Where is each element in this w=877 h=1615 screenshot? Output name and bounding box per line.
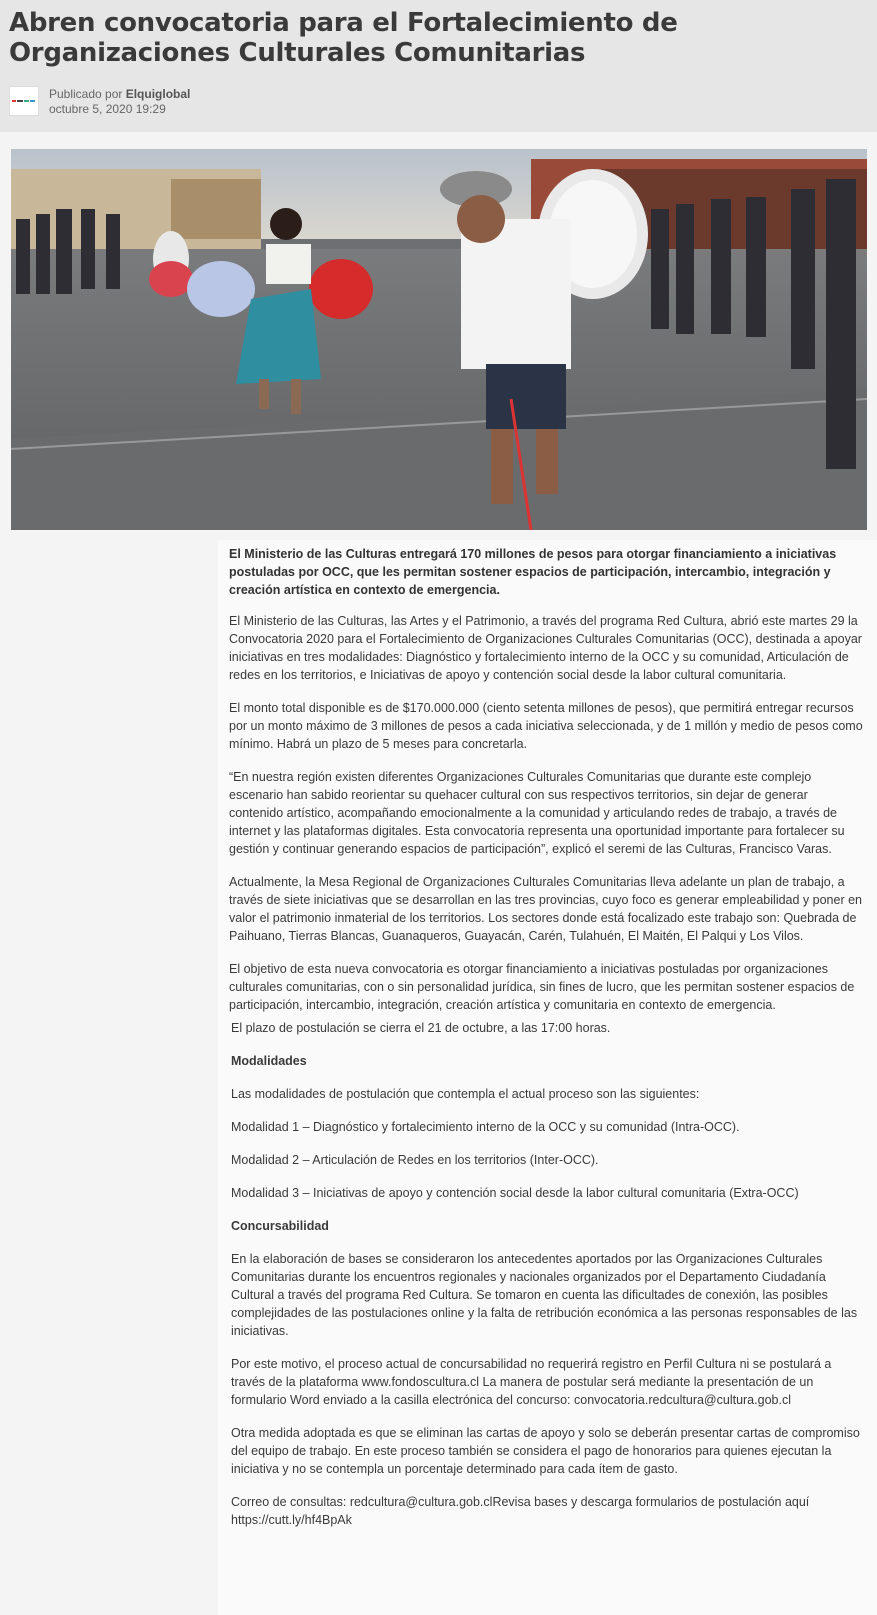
article-lead: El Ministerio de las Culturas entregará 170 millones de pesos para otorgar financiamiento a iniciativas postuladas por OCC, que les permitan sostener espacios de participación, intercambio, integración y creación artística en contexto de emergencia. (229, 547, 837, 597)
link-redcultura-email[interactable]: redcultura@cultura.gob.cl (349, 1495, 493, 1509)
paragraph: El Ministerio de las Culturas, las Artes y el Patrimonio, a través del programa Red Cultura, abrió este martes 29 la Convocatoria 2020 para el Fortalecimiento de Organizaciones Culturales Comunitarias (OCC), destinada a apoyar iniciativas en tres modalidades: Diagnóstico y fortalecimiento interno de la OCC y su comunidad, Articulación de redes en los territorios, e Iniciativas de apoyo y contención social desde la labor cultural comunitaria. (229, 614, 862, 682)
article-title: Abren convocatoria para el Fortalecimiento de Organizaciones Culturales Comunitarias (9, 8, 678, 68)
modalidad-item: Modalidad 2 – Articulación de Redes en los territorios (Inter-OCC). (231, 1153, 599, 1167)
paragraph: Actualmente, la Mesa Regional de Organizaciones Culturales Comunitarias lleva adelante un plan de trabajo, a través de siete iniciativas que se desarrollan en las tres provincias, cuyo foco es generar empleabilidad y poner en valor el patrimonio inmaterial de los territorios. Los sectores donde está focalizado este trabajo son: Quebrada de Paihuano, Tierras Blancas, Guanaqueros, Guayacán, Carén, Tulahuén, El Maitén, El Palqui y Los Vilos. (229, 875, 862, 943)
street-parade-photo (11, 149, 867, 530)
publish-date: octubre 5, 2020 19:29 (49, 102, 166, 116)
paragraph: Otra medida adoptada es que se eliminan las cartas de apoyo y solo se deberán presentar cartas de compromiso del equipo de trabajo. En este proceso también se considera el pago de honorarios para quienes ejecutan la iniciativa y no se contempla un porcentaje determinado para cada ítem de gasto. (231, 1426, 860, 1476)
modalidad-item: Modalidad 3 – Iniciativas de apoyo y contención social desde la labor cultural comunitaria (Extra-OCC) (231, 1186, 799, 1200)
paragraph: En la elaboración de bases se consideraron los antecedentes aportados por las Organizaciones Culturales Comunitarias durante los encuentros regionales y nacionales organizados por el Departamento Ciudadanía Cultural a través del programa Red Cultura. Se tomaron en cuenta las dificultades de conexión, las posibles complejidades de las postulaciones online y la falta de retribución económica a las personas responsables de las iniciativas. (231, 1252, 858, 1338)
link-fondoscultura[interactable]: www.fondoscultura.cl (361, 1375, 480, 1389)
byline (9, 86, 190, 117)
paragraph: El plazo de postulación se cierra el 21 de octubre, a las 17:00 horas. (231, 1021, 611, 1035)
paragraph: Correo de consultas: redcultura@cultura.gob.clRevisa bases y descarga formularios de postulación aquí https://cutt.ly/hf4BpAk (231, 1495, 810, 1527)
byline-prefix: Publicado por (49, 87, 126, 101)
site-logo-icon (12, 97, 36, 105)
site-logo[interactable] (9, 86, 39, 116)
article-body (229, 545, 865, 1529)
paragraph: Las modalidades de postulación que contempla el actual proceso son las siguientes: (231, 1087, 700, 1101)
hero-photo (11, 149, 867, 530)
paragraph: El monto total disponible es de $170.000.000 (ciento setenta millones de pesos), que permitirá entregar recursos por un monto máximo de 3 millones de pesos a cada iniciativa seleccionada, y de 1 millón y medio de pesos como mínimo. Habrá un plazo de 5 meses para concretarla. (229, 701, 863, 751)
link-convocatoria-email[interactable]: convocatoria.redcultura@cultura.gob.cl (574, 1393, 791, 1407)
paragraph: El objetivo de esta nueva convocatoria es otorgar financiamiento a iniciativas postuladas por organizaciones culturales comunitarias, con o sin personalidad jurídica, sin fines de lucro, que les permitan sostener espacios de participación, intercambio, integración, creación artística y comunitaria en contexto de emergencia. (229, 962, 855, 1012)
paragraph: “En nuestra región existen diferentes Organizaciones Culturales Comunitarias que durante este complejo escenario han sabido reorientar su quehacer cultural con sus respectivos territorios, sin dejar de generar contenido artístico, acompañando emocionalmente a la comunidad y articulando redes de trabajo, a través de internet y las plataformas digitales. Esta convocatoria representa una oportunidad importante para fortalecer su gestión y continuar generando espacios de participación”, explicó el seremi de las Culturas, Francisco Varas. (229, 770, 845, 856)
author-link[interactable]: Elquiglobal (125, 87, 191, 101)
modalidad-item: Modalidad 1 – Diagnóstico y fortalecimiento interno de la OCC y su comunidad (Intra-OCC). (231, 1120, 740, 1134)
article-header (0, 0, 877, 132)
paragraph: Por este motivo, el proceso actual de concursabilidad no requerirá registro en Perfil Cultura ni se postulará a través de la plataforma www.fondoscultura.cl La manera de postular será mediante la presentación de un formulario Word enviado a la casilla electrónica del concurso: convocatoria.redcultura@cultura.gob.cl (231, 1357, 832, 1407)
link-bases-url[interactable]: https://cutt.ly/hf4BpAk (231, 1513, 352, 1527)
section-heading-modalidades: Modalidades (231, 1054, 307, 1068)
section-heading-concursabilidad: Concursabilidad (231, 1219, 329, 1233)
